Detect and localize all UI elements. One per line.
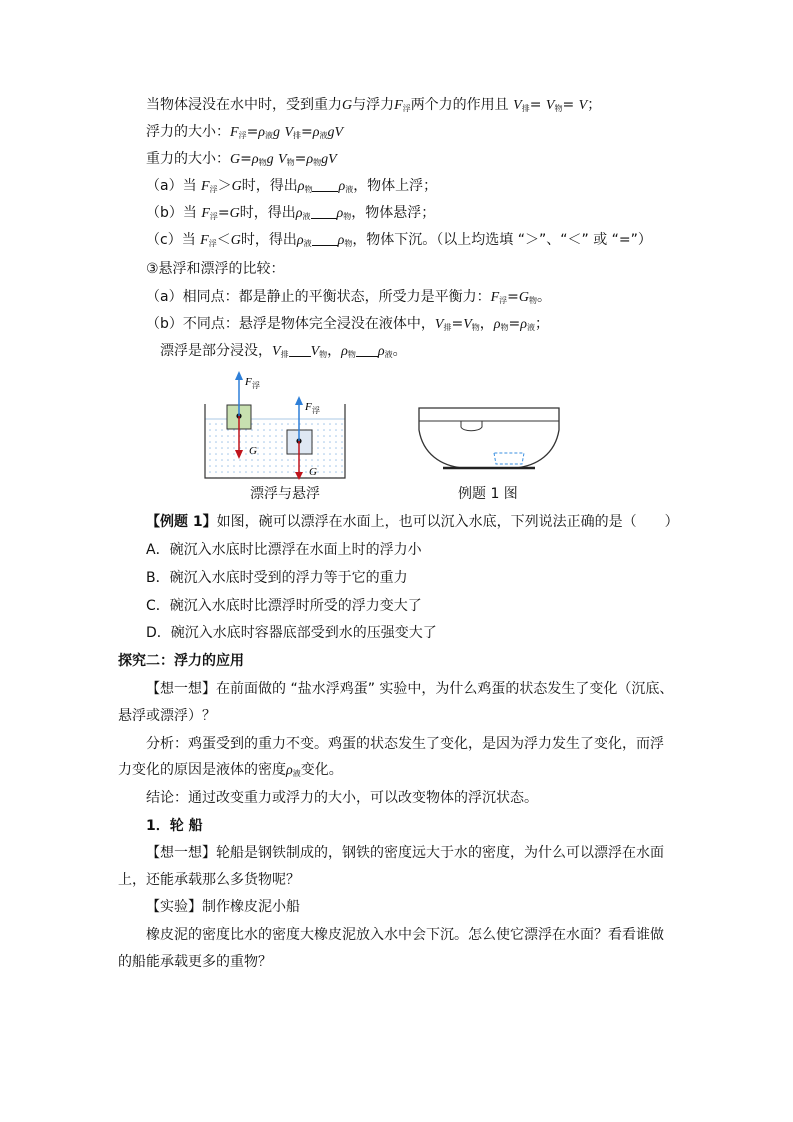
compare-float: 漂浮是部分浸没，$V_排$ $V_物$，$\rho_物$ $\rho_液$。 [160, 343, 407, 359]
label-F1-sub: 浮 [252, 381, 260, 390]
analysis-line-b: 力变化的原因是液体的密度$\rho_液$变化。 [118, 762, 343, 778]
compare-title: ③悬浮和漂浮的比较： [146, 261, 285, 277]
label-F1: F [245, 376, 252, 388]
blank [289, 343, 311, 357]
arrow-up-head [235, 371, 243, 380]
blank [356, 343, 378, 357]
section-heading: 探究二：浮力的应用 [118, 653, 244, 669]
intro-line-3: 重力的大小：$G=\rho_物g$ $V_物=\rho_物gV$ [146, 151, 337, 167]
experiment-line-a: 橡皮泥的密度比水的密度大橡皮泥放入水中会下沉。怎么使它漂浮在水面？看看谁做 [146, 927, 664, 943]
case-b: （b）当 $F_浮=G$时，得出$\rho_液$ $\rho_物$，物体悬浮； [146, 205, 436, 221]
intro-line-2: 浮力的大小：$F_浮=\rho_液g$ $V_排=\rho_液gV$ [146, 124, 344, 140]
arrow-up-head [295, 396, 303, 405]
basin [419, 408, 559, 468]
label-G1: G [249, 445, 257, 457]
float-suspend-figure [196, 368, 356, 483]
example-question: 【例题 1】如图，碗可以漂浮在水面上，也可以沉入水底，下列说法正确的是（ ） [146, 514, 679, 530]
option-c[interactable]: C．碗沉入水底时比漂浮时所受的浮力变大了 [146, 598, 422, 614]
label-F2: F [305, 401, 312, 413]
blank [311, 205, 337, 219]
intro-line-1: 当物体浸没在水中时，受到重力G与浮力$F_浮$两个力的作用且 $V_排= V_物= V$； [146, 97, 602, 113]
water-area [205, 419, 345, 478]
option-d[interactable]: D．碗沉入水底时容器底部受到水的压强变大了 [146, 625, 437, 641]
label-F2-sub: 浮 [312, 406, 320, 415]
compare-same: （a）相同点：都是静止的平衡状态，所受力是平衡力：$F_浮=G_物$。 [146, 289, 551, 305]
floating-bowl [461, 421, 482, 431]
think2-line-b: 上，还能承载那么多货物呢？ [118, 872, 300, 888]
conclusion: 结论：通过改变重力或浮力的大小，可以改变物体的浮沉状态。 [146, 790, 538, 806]
experiment-line-b: 的船能承载更多的重物？ [118, 954, 272, 970]
subheading-ship: 1．轮 船 [146, 818, 203, 834]
option-b[interactable]: B．碗沉入水底时受到的浮力等于它的重力 [146, 570, 408, 586]
case-a: （a）当 $F_浮>G$时，得出$\rho_物$ $\rho_液$，物体上浮； [146, 178, 438, 194]
right-figure-caption: 例题 1 图 [458, 486, 518, 502]
left-figure-caption: 漂浮与悬浮 [250, 486, 320, 502]
bowl-figure [415, 402, 565, 474]
option-a[interactable]: A．碗沉入水底时比漂浮在水面上时的浮力小 [146, 542, 422, 558]
case-c: （c）当 $F_浮<G$时，得出$\rho_液$ $\rho_物$，物体下沉。（以上均选填 “＞”、“＜” 或 “=”） [146, 232, 652, 248]
blank [312, 178, 338, 192]
think1-line-b: 悬浮或漂浮）？ [118, 708, 216, 724]
label-G2: G [309, 466, 317, 478]
analysis-line-a: 分析：鸡蛋受到的重力不变。鸡蛋的状态发生了变化，是因为浮力发生了变化，而浮 [146, 736, 664, 752]
blank [312, 232, 338, 246]
experiment-title: 【实验】制作橡皮泥小船 [146, 899, 300, 915]
compare-diff: （b）不同点：悬浮是物体完全浸没在液体中，$V_排=V_物$，$\rho_物=\rho_液$； [146, 316, 549, 332]
think1-line-a: 【想一想】在前面做的 “盐水浮鸡蛋” 实验中，为什么鸡蛋的状态发生了变化（沉底、 [146, 681, 674, 697]
think2-line-a: 【想一想】轮船是钢铁制成的，钢铁的密度远大于水的密度，为什么可以漂浮在水面 [146, 845, 664, 861]
